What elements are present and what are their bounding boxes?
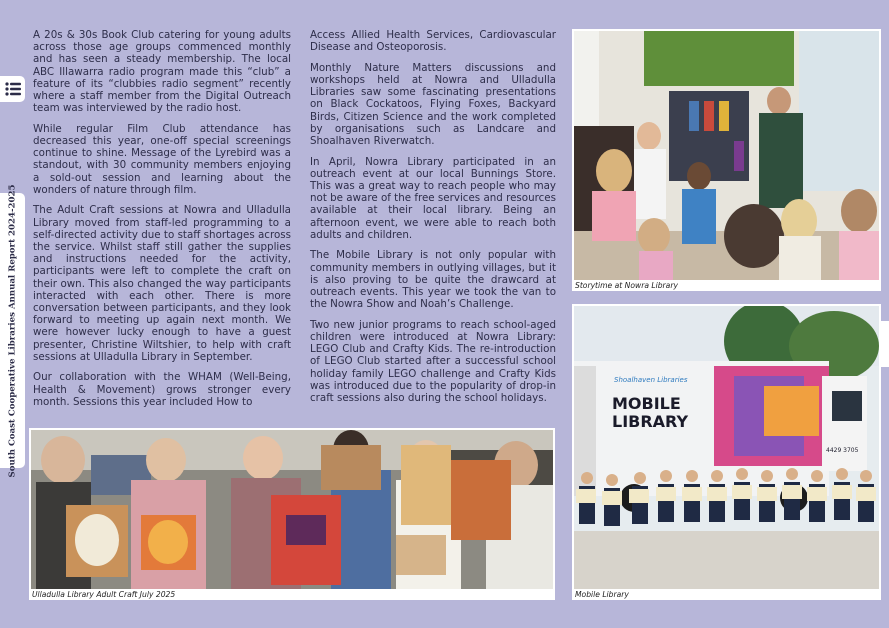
mobile-library-caption: Mobile Library: [575, 590, 629, 599]
adult-craft-image: [31, 430, 553, 589]
van-library-text: LIBRARY: [612, 412, 689, 431]
menu-button[interactable]: [0, 76, 25, 102]
paragraph-mobile-library: The Mobile Library is not only popular with community members in outlying villages, but it is also proving to be quite the drawcard at outreach events. This year we took the van to the Nowra Show and Noah’s Challenge.: [310, 249, 556, 311]
list-menu-icon: [5, 82, 21, 96]
text-column-2: [310, 29, 556, 413]
storytime-caption: Storytime at Nowra Library: [575, 281, 678, 290]
paragraph-film-club: While regular Film Club attendance has decreased this year, one-off special screenings continue to shine. Message of the Lyrebird was a standout, with 30 community members enjoying a sold-out session and learning about the wonders of nature through film.: [33, 122, 291, 196]
mobile-library-image: [574, 306, 879, 589]
storytime-image: [574, 31, 879, 280]
adult-craft-caption: Ulladulla Library Adult Craft July 2025: [32, 590, 176, 599]
paragraph-junior-programs: Two new junior programs to reach school-aged children were introduced at Nowra Library: LEGO Club and Crafty Kids. The re-introduction of LEGO Club started after a successful school holiday family LEGO challenge and Crafty Kids was introduced due to the popularity of drop-in craft sessions also during the school holidays.: [310, 318, 556, 405]
adult-craft-photo: [29, 428, 555, 600]
paragraph-wham-continued: Access Allied Health Services, Cardiovascular Disease and Osteoporosis.: [310, 29, 556, 54]
mobile-library-photo: [572, 304, 881, 600]
paragraph-wham: Our collaboration with the WHAM (Well-Being, Health & Movement) grows stronger every month. Sessions this year included How to: [33, 371, 291, 408]
text-column-1: [33, 29, 291, 416]
paragraph-nature-matters: Monthly Nature Matters discussions and workshops held at Nowra and Ulladulla Libraries saw some fascinating presentations on Black Cockatoos, Flying Foxes, Backyard Birds, Citizen Science and the work completed by organisations such as Landcare and Shoalhaven Riverwatch.: [310, 61, 556, 148]
van-brand-text: Shoalhaven Libraries: [614, 376, 688, 384]
van-phone-text: 4429 3705: [826, 447, 859, 454]
paragraph-adult-craft: The Adult Craft sessions at Nowra and Ulladulla Library moved from staff-led programming to a self-directed activity due to staff shortages across the service. Whilst staff still gather the supplies and instructions needed for the activity, participants were left to complete the craft on their own. This also changed the way participants interacted with each other. There is more conversation between participants, and they look forward to meeting up again next month. We were however lucky enough to have a guest presenter, Christine Wiltshier, to help with craft sessions at Ulladulla Library in September.: [33, 204, 291, 363]
storytime-photo: [572, 29, 881, 291]
report-title-tab: [0, 184, 25, 477]
paragraph-bunnings: In April, Nowra Library participated in an outreach event at our local Bunnings Store. This was a great way to reach people who may not be aware of the free services and resources available at their local library. Being an afternoon event, we were able to reach both adults and children.: [310, 155, 556, 241]
paragraph-book-club: A 20s & 30s Book Club catering for young adults across those age groups commenced monthly and has seen a steady membership. The local ABC Illawarra radio program made this “club” a feature of its “clubbies radio segment” recently where a staff member from the Digital Outreach team was interviewed by the radio host.: [33, 29, 291, 115]
van-mobile-text: MOBILE: [612, 394, 681, 413]
report-title-vertical: South Coast Cooperative Libraries Annual Report 2024-2025: [7, 184, 18, 477]
